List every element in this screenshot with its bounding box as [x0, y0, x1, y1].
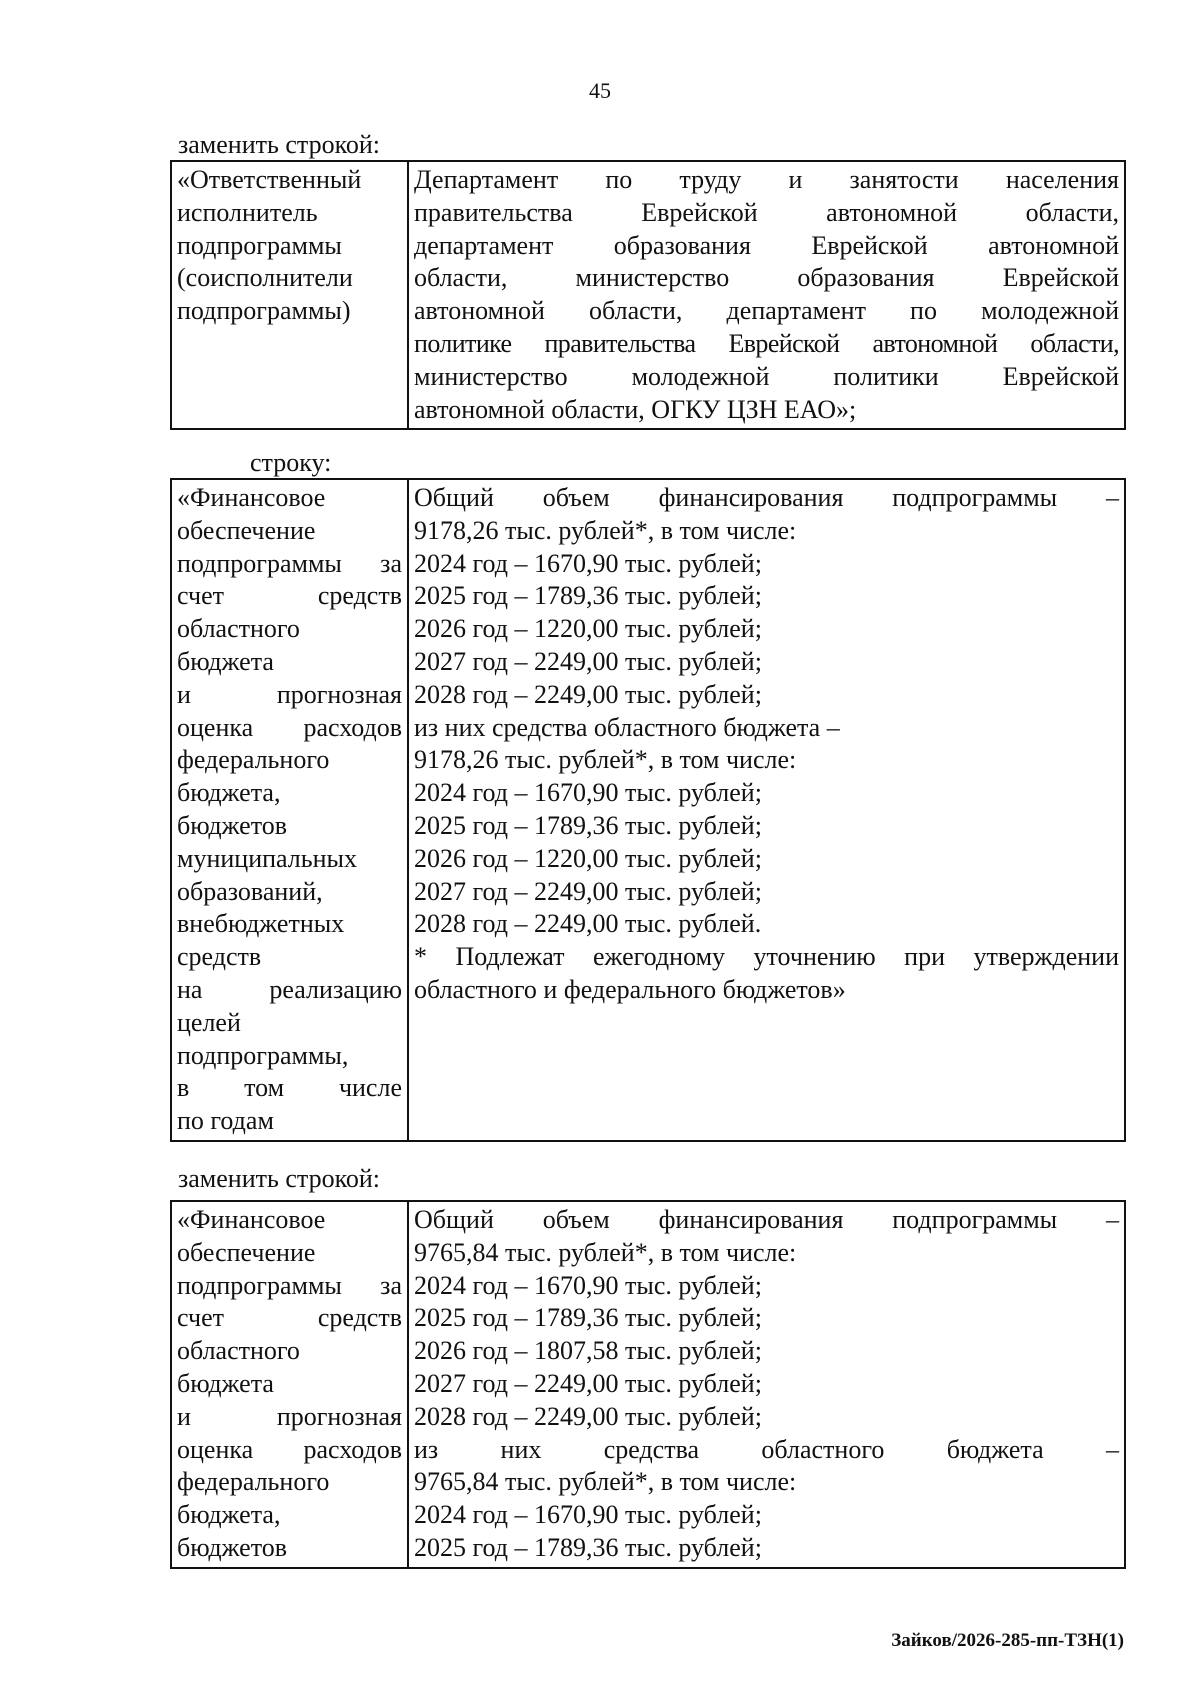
value-line: 2025 год – 1789,36 тыс. рублей;: [414, 581, 762, 611]
label-line: в том числе: [177, 1073, 402, 1103]
value-line: автономной области, департамент по молодежной: [414, 296, 1119, 326]
value-line: Общий объем финансирования подпрограммы –: [414, 483, 1119, 512]
label-line: областного: [177, 614, 300, 644]
row-value-cell: [408, 1201, 1125, 1568]
value-line: 9178,26 тыс. рублей*, в том числе:: [414, 745, 797, 775]
value-line: 9765,84 тыс. рублей*, в том числе:: [414, 1467, 797, 1497]
row-value-cell: [408, 161, 1125, 429]
label-line: подпрограммы,: [177, 1040, 349, 1070]
label-line: подпрограммы: [177, 230, 342, 260]
label-line: и прогнозная: [177, 679, 402, 709]
table-row: [171, 161, 1125, 429]
value-line: 2026 год – 1220,00 тыс. рублей;: [414, 843, 762, 873]
value-line: 2026 год – 1220,00 тыс. рублей;: [414, 614, 762, 644]
label-line: обеспечение: [177, 1237, 316, 1267]
responsible-executor-table: [170, 160, 1126, 430]
value-line: из них средства областного бюджета –: [414, 712, 840, 742]
value-line: 2025 год – 1789,36 тыс. рублей;: [414, 1532, 762, 1562]
label-line: оценка расходов: [177, 1434, 402, 1464]
financing-new-table: [170, 1200, 1126, 1569]
label-line: муниципальных: [177, 843, 358, 873]
value-line: правительства Еврейской автономной области,: [414, 197, 1119, 227]
value-line: 2027 год – 2249,00 тыс. рублей;: [414, 646, 762, 676]
label-line: средств: [177, 942, 262, 972]
value-line: области, министерство образования Еврейской: [414, 263, 1119, 293]
label-line: бюджета,: [177, 778, 281, 808]
row-label-cell: [171, 161, 408, 429]
document-code: Зайков/2026-285-пп-ТЗН(1): [891, 1630, 1124, 1651]
table-row: [171, 1201, 1125, 1568]
value-line: 2028 год – 2249,00 тыс. рублей;: [414, 1401, 762, 1431]
label-line: областного: [177, 1336, 300, 1366]
value-line: 2028 год – 2249,00 тыс. рублей.: [414, 909, 762, 939]
value-line: 2024 год – 1670,90 тыс. рублей;: [414, 1500, 762, 1530]
row-label-cell: [171, 1201, 408, 1568]
label-line: счет средств: [177, 581, 402, 611]
block2-intro: строку:: [250, 448, 332, 477]
value-line: 9765,84 тыс. рублей*, в том числе:: [414, 1237, 797, 1267]
label-line: (соисполнители: [177, 263, 353, 293]
label-line: целей: [177, 1007, 241, 1037]
value-line: 2024 год – 1670,90 тыс. рублей;: [414, 778, 762, 808]
label-line: бюджета: [177, 1368, 274, 1398]
value-line: 2025 год – 1789,36 тыс. рублей;: [414, 1303, 762, 1333]
value-line: автономной области, ОГКУ ЦЗН ЕАО»;: [414, 394, 857, 424]
value-line: департамент образования Еврейской автономной: [414, 230, 1119, 260]
block1-intro: заменить строкой:: [178, 130, 381, 159]
label-line: исполнитель: [177, 197, 318, 227]
label-line: подпрограммы): [177, 296, 351, 326]
label-line: счет средств: [177, 1303, 402, 1333]
value-line: 2026 год – 1807,58 тыс. рублей;: [414, 1336, 762, 1366]
value-line: политике правительства Еврейской автономной области,: [414, 328, 1119, 358]
label-line: федерального: [177, 745, 330, 775]
value-line: 2024 год – 1670,90 тыс. рублей;: [414, 548, 762, 578]
block3-intro: заменить строкой:: [178, 1164, 381, 1193]
label-line: бюджетов: [177, 1532, 288, 1562]
value-line: министерство молодежной политики Еврейской: [414, 361, 1119, 391]
value-line: 2027 год – 2249,00 тыс. рублей;: [414, 1368, 762, 1398]
label-line: федерального: [177, 1467, 330, 1497]
label-line: «Финансовое: [177, 1205, 326, 1234]
value-line: из них средства областного бюджета –: [414, 1434, 1119, 1464]
label-line: бюджета,: [177, 1500, 281, 1530]
value-line: Общий объем финансирования подпрограммы –: [414, 1205, 1119, 1234]
value-line: 2028 год – 2249,00 тыс. рублей;: [414, 679, 762, 709]
label-line: оценка расходов: [177, 712, 402, 742]
label-line: и прогнозная: [177, 1401, 402, 1431]
value-line: 9178,26 тыс. рублей*, в том числе:: [414, 515, 797, 545]
label-line: по годам: [177, 1106, 274, 1136]
label-line: обеспечение: [177, 515, 316, 545]
value-line: Департамент по труду и занятости населения: [414, 165, 1119, 194]
value-line: * Подлежат ежегодному уточнению при утверждении: [414, 942, 1119, 972]
label-line: подпрограммы за: [177, 548, 402, 578]
label-line: подпрограммы за: [177, 1270, 402, 1300]
value-line: 2025 год – 1789,36 тыс. рублей;: [414, 810, 762, 840]
value-line: 2027 год – 2249,00 тыс. рублей;: [414, 876, 762, 906]
financing-old-table: [170, 478, 1126, 1142]
value-line: 2024 год – 1670,90 тыс. рублей;: [414, 1270, 762, 1300]
label-line: внебюджетных: [177, 909, 345, 939]
label-line: на реализацию: [177, 974, 402, 1004]
label-line: бюджетов: [177, 810, 288, 840]
table-row: [171, 479, 1125, 1141]
label-line: «Ответственный: [177, 165, 362, 194]
label-line: «Финансовое: [177, 483, 326, 512]
value-line: областного и федерального бюджетов»: [414, 974, 846, 1004]
page-number: 45: [589, 78, 611, 103]
row-label-cell: [171, 479, 408, 1141]
row-value-cell: [408, 479, 1125, 1141]
label-line: бюджета: [177, 646, 274, 676]
label-line: образований,: [177, 876, 323, 906]
